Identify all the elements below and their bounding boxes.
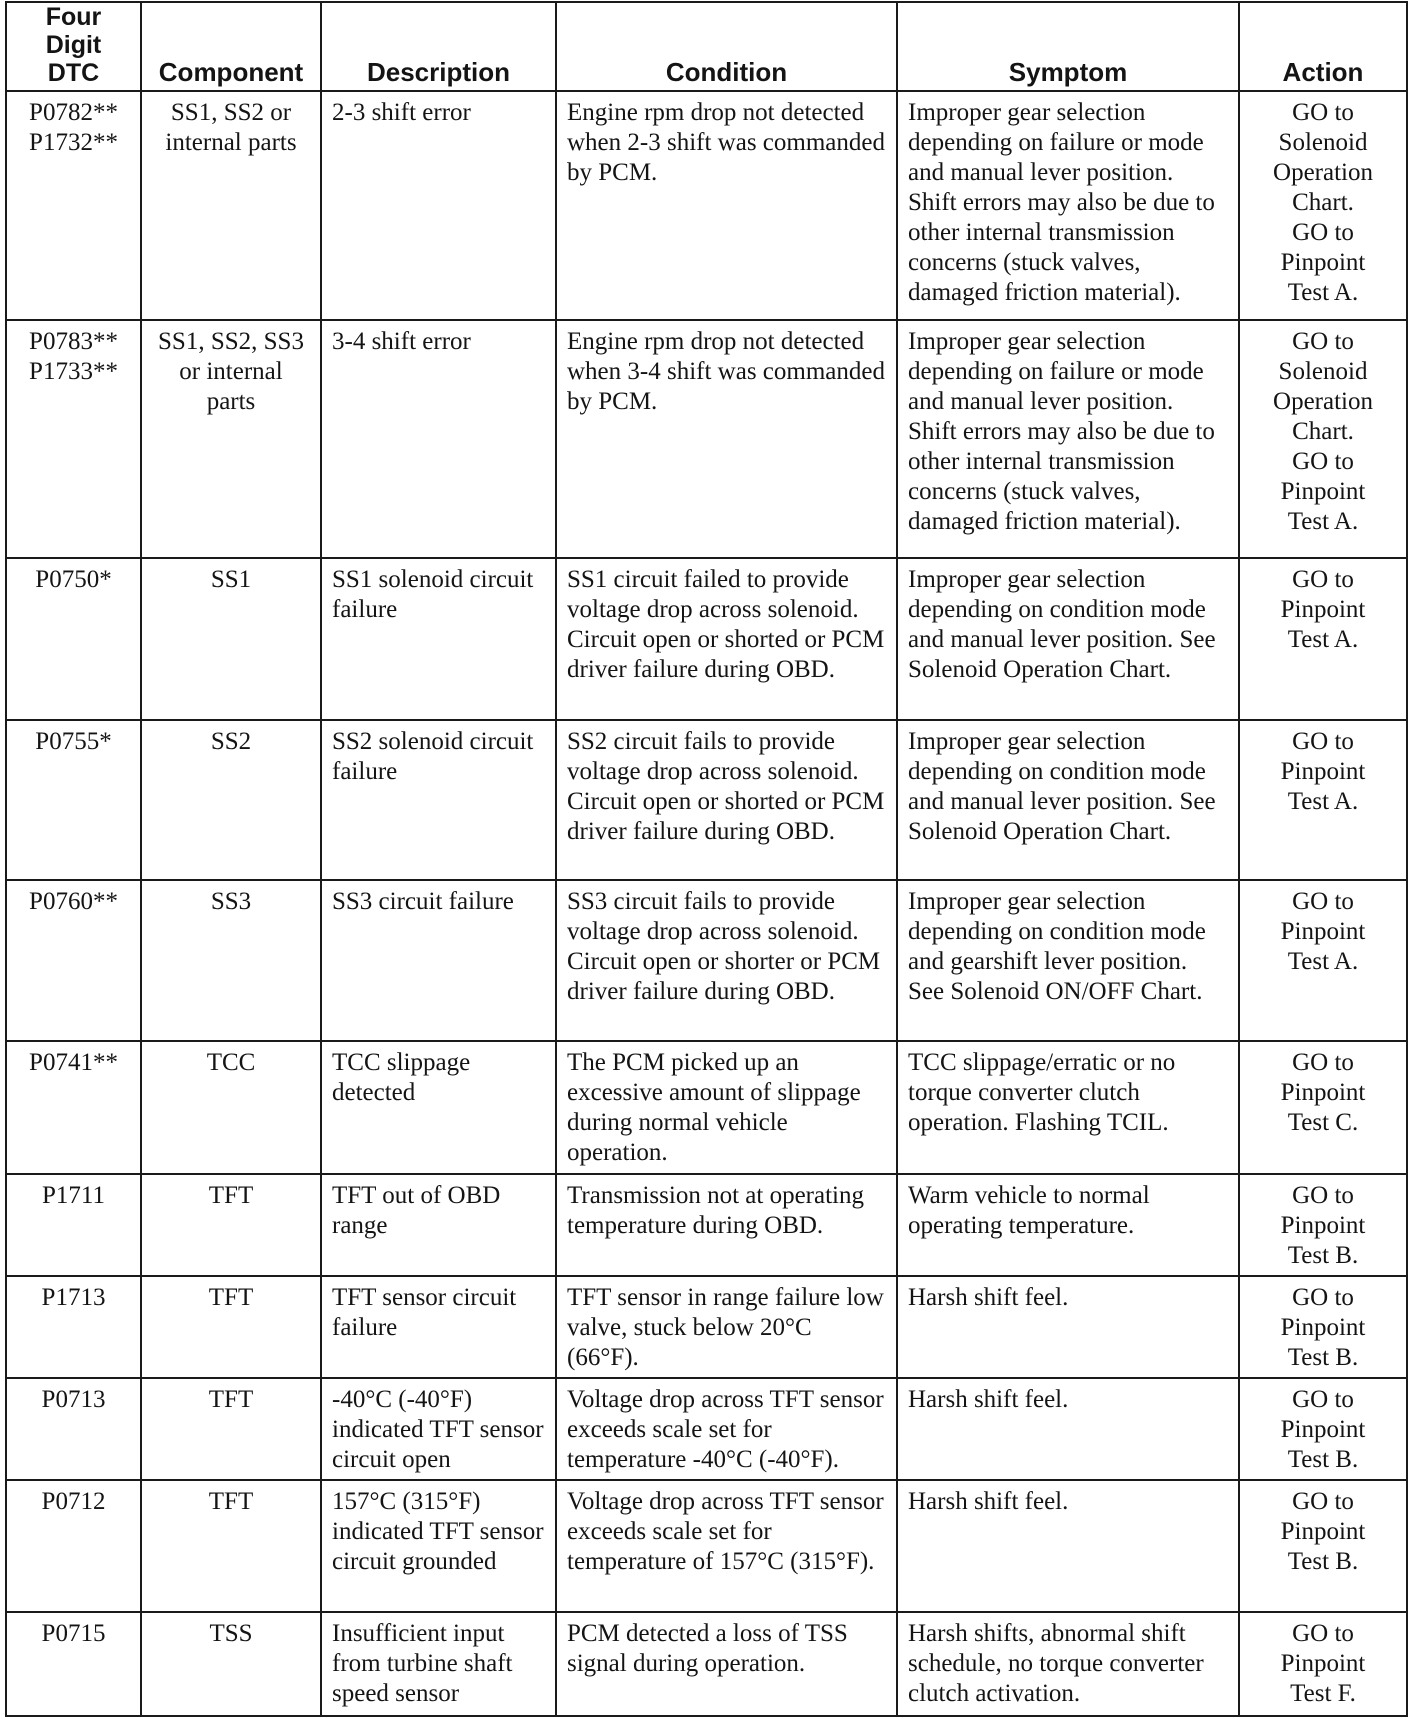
component-cell: TFT (141, 1378, 321, 1480)
action-cell: GO to Pinpoint Test F. (1239, 1612, 1407, 1716)
condition-cell: The PCM picked up an excessive amount of slippage during normal vehicle operation. (556, 1041, 897, 1174)
table-body (6, 91, 1407, 1716)
header-condition: Condition (556, 2, 897, 91)
component-cell: SS1 (141, 558, 321, 720)
symptom-cell: Improper gear selection depending on condition mode and manual lever position. See Solenoid Operation Chart. (897, 720, 1239, 880)
description-cell: Insufficient input from turbine shaft speed sensor (321, 1612, 556, 1716)
action-cell: GO to Pinpoint Test A. (1239, 558, 1407, 720)
dtc-code-cell: P1713 (6, 1276, 141, 1378)
description-cell: 3-4 shift error (321, 320, 556, 558)
description-cell: SS3 circuit failure (321, 880, 556, 1041)
action-cell: GO to Pinpoint Test B. (1239, 1480, 1407, 1612)
header-dtc: Four Digit DTC (6, 2, 141, 91)
action-cell: GO to Pinpoint Test A. (1239, 880, 1407, 1041)
condition-cell: Engine rpm drop not detected when 2-3 shift was commanded by PCM. (556, 91, 897, 320)
condition-cell: TFT sensor in range failure low valve, stuck below 20°C (66°F). (556, 1276, 897, 1378)
component-cell: TFT (141, 1174, 321, 1276)
symptom-cell: Warm vehicle to normal operating temperature. (897, 1174, 1239, 1276)
dtc-code-cell: P0783** P1733** (6, 320, 141, 558)
table-row (6, 1378, 1407, 1480)
header-symptom: Symptom (897, 2, 1239, 91)
component-cell: TCC (141, 1041, 321, 1174)
description-cell: SS1 solenoid circuit failure (321, 558, 556, 720)
dtc-code-cell: P0760** (6, 880, 141, 1041)
symptom-cell: Harsh shift feel. (897, 1378, 1239, 1480)
condition-cell: PCM detected a loss of TSS signal during operation. (556, 1612, 897, 1716)
dtc-code-cell: P0755* (6, 720, 141, 880)
header-row (6, 2, 1407, 91)
symptom-cell: Improper gear selection depending on condition mode and manual lever position. See Solenoid Operation Chart. (897, 558, 1239, 720)
action-cell: GO to Pinpoint Test A. (1239, 720, 1407, 880)
component-cell: TFT (141, 1480, 321, 1612)
condition-cell: SS1 circuit failed to provide voltage drop across solenoid. Circuit open or shorted or PCM driver failure during OBD. (556, 558, 897, 720)
description-cell: -40°C (-40°F) indicated TFT sensor circuit open (321, 1378, 556, 1480)
condition-cell: Voltage drop across TFT sensor exceeds scale set for temperature -40°C (-40°F). (556, 1378, 897, 1480)
table-header (6, 2, 1407, 91)
component-cell: SS2 (141, 720, 321, 880)
table-row (6, 720, 1407, 880)
dtc-code-cell: P0741** (6, 1041, 141, 1174)
component-cell: TSS (141, 1612, 321, 1716)
header-action: Action (1239, 2, 1407, 91)
action-cell: GO to Pinpoint Test C. (1239, 1041, 1407, 1174)
dtc-table (5, 1, 1408, 1717)
table-row (6, 1276, 1407, 1378)
dtc-code-cell: P0782** P1732** (6, 91, 141, 320)
condition-cell: Engine rpm drop not detected when 3-4 shift was commanded by PCM. (556, 320, 897, 558)
description-cell: 2-3 shift error (321, 91, 556, 320)
description-cell: TFT sensor circuit failure (321, 1276, 556, 1378)
symptom-cell: Harsh shifts, abnormal shift schedule, no torque converter clutch activation. (897, 1612, 1239, 1716)
component-cell: SS3 (141, 880, 321, 1041)
action-cell: GO to Solenoid Operation Chart. GO to Pinpoint Test A. (1239, 91, 1407, 320)
dtc-code-cell: P0750* (6, 558, 141, 720)
dtc-code-cell: P0712 (6, 1480, 141, 1612)
table-row (6, 1041, 1407, 1174)
condition-cell: Voltage drop across TFT sensor exceeds scale set for temperature of 157°C (315°F). (556, 1480, 897, 1612)
description-cell: SS2 solenoid circuit failure (321, 720, 556, 880)
symptom-cell: TCC slippage/erratic or no torque converter clutch operation. Flashing TCIL. (897, 1041, 1239, 1174)
table-row (6, 880, 1407, 1041)
table-row (6, 91, 1407, 320)
table-row (6, 320, 1407, 558)
dtc-code-cell: P0715 (6, 1612, 141, 1716)
description-cell: TCC slippage detected (321, 1041, 556, 1174)
condition-cell: SS2 circuit fails to provide voltage drop across solenoid. Circuit open or shorted or PCM driver failure during OBD. (556, 720, 897, 880)
component-cell: SS1, SS2 or internal parts (141, 91, 321, 320)
action-cell: GO to Pinpoint Test B. (1239, 1378, 1407, 1480)
table-row (6, 1174, 1407, 1276)
header-component: Component (141, 2, 321, 91)
symptom-cell: Harsh shift feel. (897, 1480, 1239, 1612)
description-cell: 157°C (315°F) indicated TFT sensor circuit grounded (321, 1480, 556, 1612)
symptom-cell: Harsh shift feel. (897, 1276, 1239, 1378)
action-cell: GO to Pinpoint Test B. (1239, 1174, 1407, 1276)
symptom-cell: Improper gear selection depending on failure or mode and manual lever position. Shift errors may also be due to other internal transmission concerns (stuck valves, damaged friction material). (897, 320, 1239, 558)
table-row (6, 1612, 1407, 1716)
condition-cell: Transmission not at operating temperature during OBD. (556, 1174, 897, 1276)
action-cell: GO to Pinpoint Test B. (1239, 1276, 1407, 1378)
table-row (6, 1480, 1407, 1612)
header-description: Description (321, 2, 556, 91)
description-cell: TFT out of OBD range (321, 1174, 556, 1276)
symptom-cell: Improper gear selection depending on failure or mode and manual lever position. Shift errors may also be due to other internal transmission concerns (stuck valves, damaged friction material). (897, 91, 1239, 320)
action-cell: GO to Solenoid Operation Chart. GO to Pinpoint Test A. (1239, 320, 1407, 558)
component-cell: SS1, SS2, SS3 or internal parts (141, 320, 321, 558)
symptom-cell: Improper gear selection depending on condition mode and gearshift lever position. See Solenoid ON/OFF Chart. (897, 880, 1239, 1041)
dtc-code-cell: P0713 (6, 1378, 141, 1480)
table-row (6, 558, 1407, 720)
dtc-code-cell: P1711 (6, 1174, 141, 1276)
condition-cell: SS3 circuit fails to provide voltage drop across solenoid. Circuit open or shorter or PCM driver failure during OBD. (556, 880, 897, 1041)
component-cell: TFT (141, 1276, 321, 1378)
